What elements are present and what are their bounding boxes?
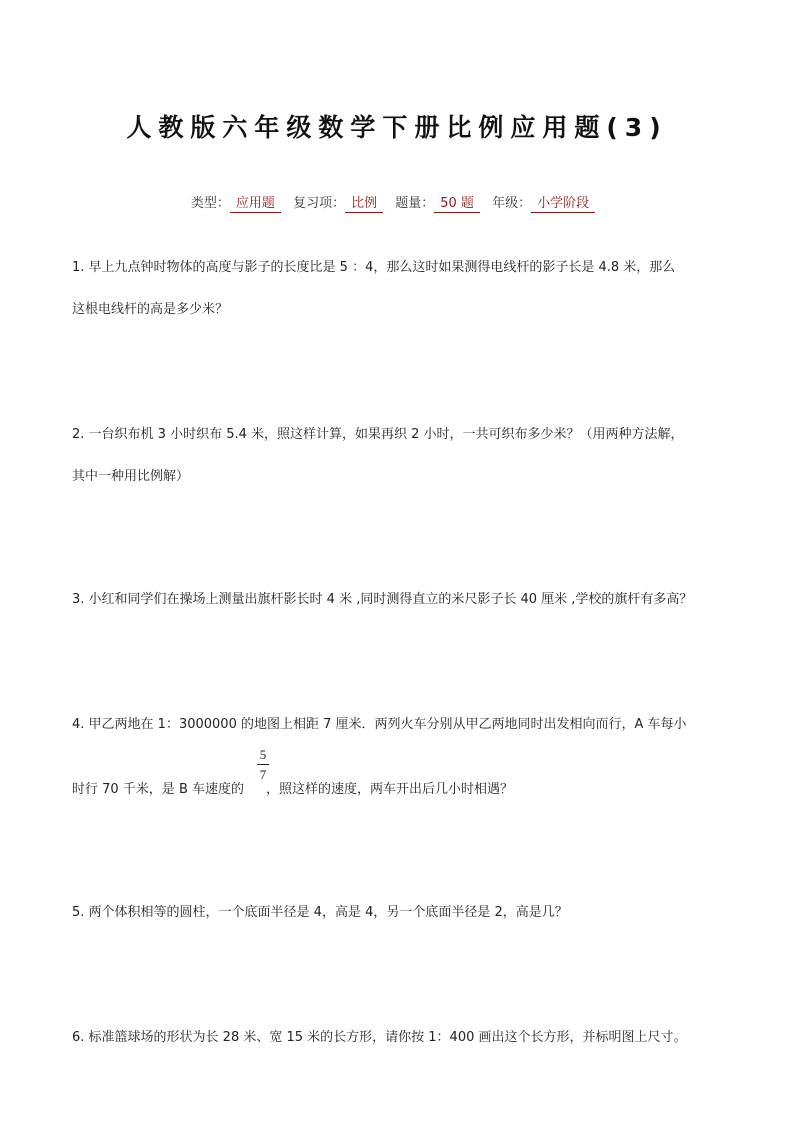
fraction-five-sevenths — [257, 748, 269, 782]
review-value: 比例 — [345, 196, 383, 213]
worksheet-meta — [0, 192, 794, 213]
question-4-line-1: 4. 甲乙两地在 1：3000000 的地图上相距 7 厘米．两列火车分别从甲乙两地同时出发相向而行，A 车每小 — [72, 717, 687, 732]
grade-label: 年级： — [492, 196, 532, 211]
question-4-text-before-fraction: 时行 70 千米，是 B 车速度的 — [72, 782, 244, 797]
question-2-line-2: 其中一种用比例解） — [72, 469, 190, 484]
fraction-numerator: 5 — [259, 747, 267, 762]
count-value: 50 题 — [434, 196, 480, 213]
grade-value: 小学阶段 — [531, 196, 595, 213]
count-label: 题量： — [395, 196, 435, 211]
fraction-denominator: 7 — [259, 767, 267, 782]
question-1-line-2: 这根电线杆的高是多少米？ — [72, 302, 229, 317]
question-5-line-1: 5. 两个体积相等的圆柱，一个底面半径是 4，高是 4，另一个底面半径是 2，高是几？ — [72, 905, 568, 920]
question-3-line-1: 3. 小红和同学们在操场上测量出旗杆影长时 4 米 ,同时测得直立的米尺影子长 40 厘米 ,学校的旗杆有多高？ — [72, 592, 693, 607]
type-value: 应用题 — [230, 196, 281, 213]
question-1-line-1: 1. 早上九点钟时物体的高度与影子的长度比是 5 ：4，那么这时如果测得电线杆的影子长是 4.8 米，那么 — [72, 260, 676, 275]
review-label: 复习项： — [293, 196, 346, 211]
fraction-bar — [257, 764, 269, 765]
question-2-line-1: 2. 一台织布机 3 小时织布 5.4 米，照这样计算，如果再织 2 小时，一共可织布多少米？（用两种方法解， — [72, 427, 684, 442]
question-4-text-after-fraction: ，照这样的速度，两车开出后几小时相遇？ — [266, 782, 514, 797]
question-4-line-2 — [72, 778, 732, 797]
type-label: 类型： — [190, 196, 230, 211]
question-6-line-1: 6. 标准篮球场的形状为长 28 米、宽 15 米的长方形，请你按 1：400 画出这个长方形，并标明图上尺寸。 — [72, 1030, 687, 1045]
page-title: 人教版六年级数学下册比例应用题(3) — [126, 113, 668, 142]
